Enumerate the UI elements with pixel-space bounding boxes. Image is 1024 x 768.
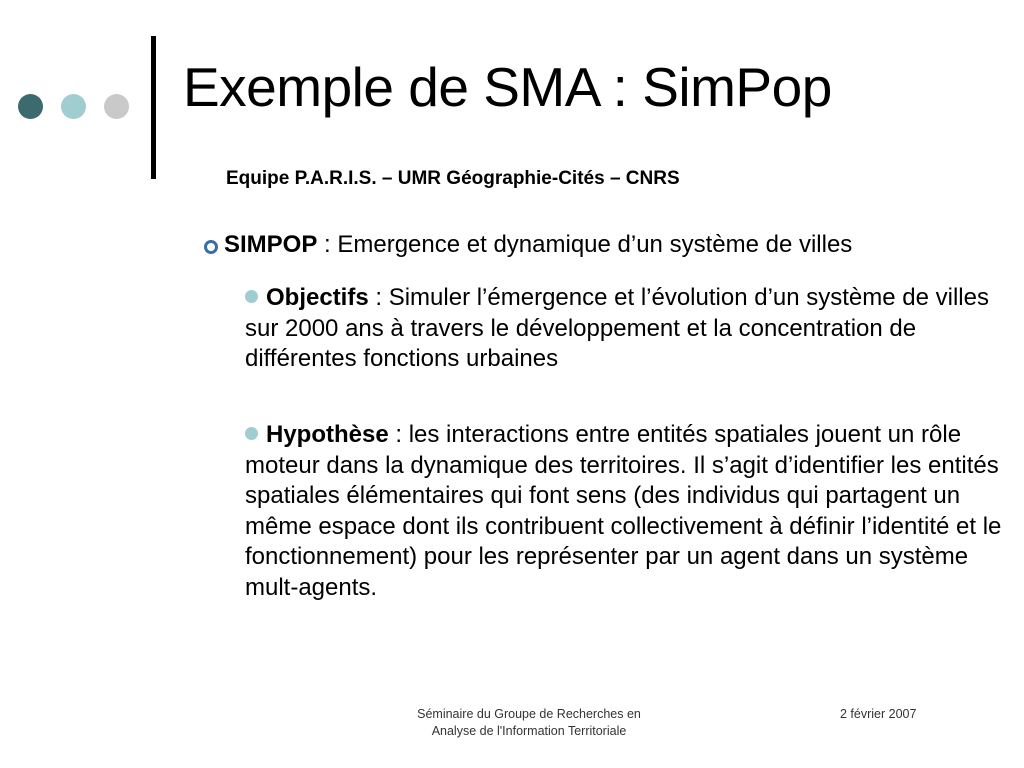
title-divider	[151, 36, 156, 179]
bullet-icon	[245, 427, 258, 440]
slide-subtitle: Equipe P.A.R.I.S. – UMR Géographie-Cités – CNRS	[226, 168, 680, 189]
bullet-icon	[245, 290, 258, 303]
level1-text: : Emergence et dynamique d’un système de villes	[317, 231, 853, 258]
objectifs-term: Objectifs	[266, 284, 369, 311]
decor-dot-teal	[61, 94, 86, 119]
hypothese-term: Hypothèse	[266, 421, 389, 448]
level1-item	[224, 230, 1014, 260]
level1-bullet-icon	[204, 240, 218, 254]
objectifs-item	[245, 283, 1005, 375]
level1-term: SIMPOP	[224, 231, 318, 258]
decor-dot-dark	[18, 94, 43, 119]
footer-date: 2 février 2007	[840, 707, 917, 721]
slide-title: Exemple de SMA : SimPop	[183, 56, 832, 118]
decor-dot-gray	[104, 94, 129, 119]
objectifs-text: : Simuler l’émergence et l’évolution d’un système de villes sur 2000 ans à travers le développement et la concentration de différentes fonctions urbaines	[245, 284, 989, 372]
hypothese-item	[245, 420, 1005, 603]
hypothese-text: : les interactions entre entités spatiales jouent un rôle moteur dans la dynamique des territoires. Il s’agit d’identifier les entités spatiales élémentaires qui font sens (des individus qui partagent un même espace dont ils contribuent collectivement à définir l’identité et le fonctionnement) pour les représenter par un agent dans un système mult-agents.	[245, 421, 1002, 601]
footer-seminar	[379, 706, 679, 740]
footer-seminar-line2: Analyse de l'Information Territoriale	[431, 724, 627, 738]
footer-seminar-line1: Séminaire du Groupe de Recherches en	[417, 707, 641, 721]
